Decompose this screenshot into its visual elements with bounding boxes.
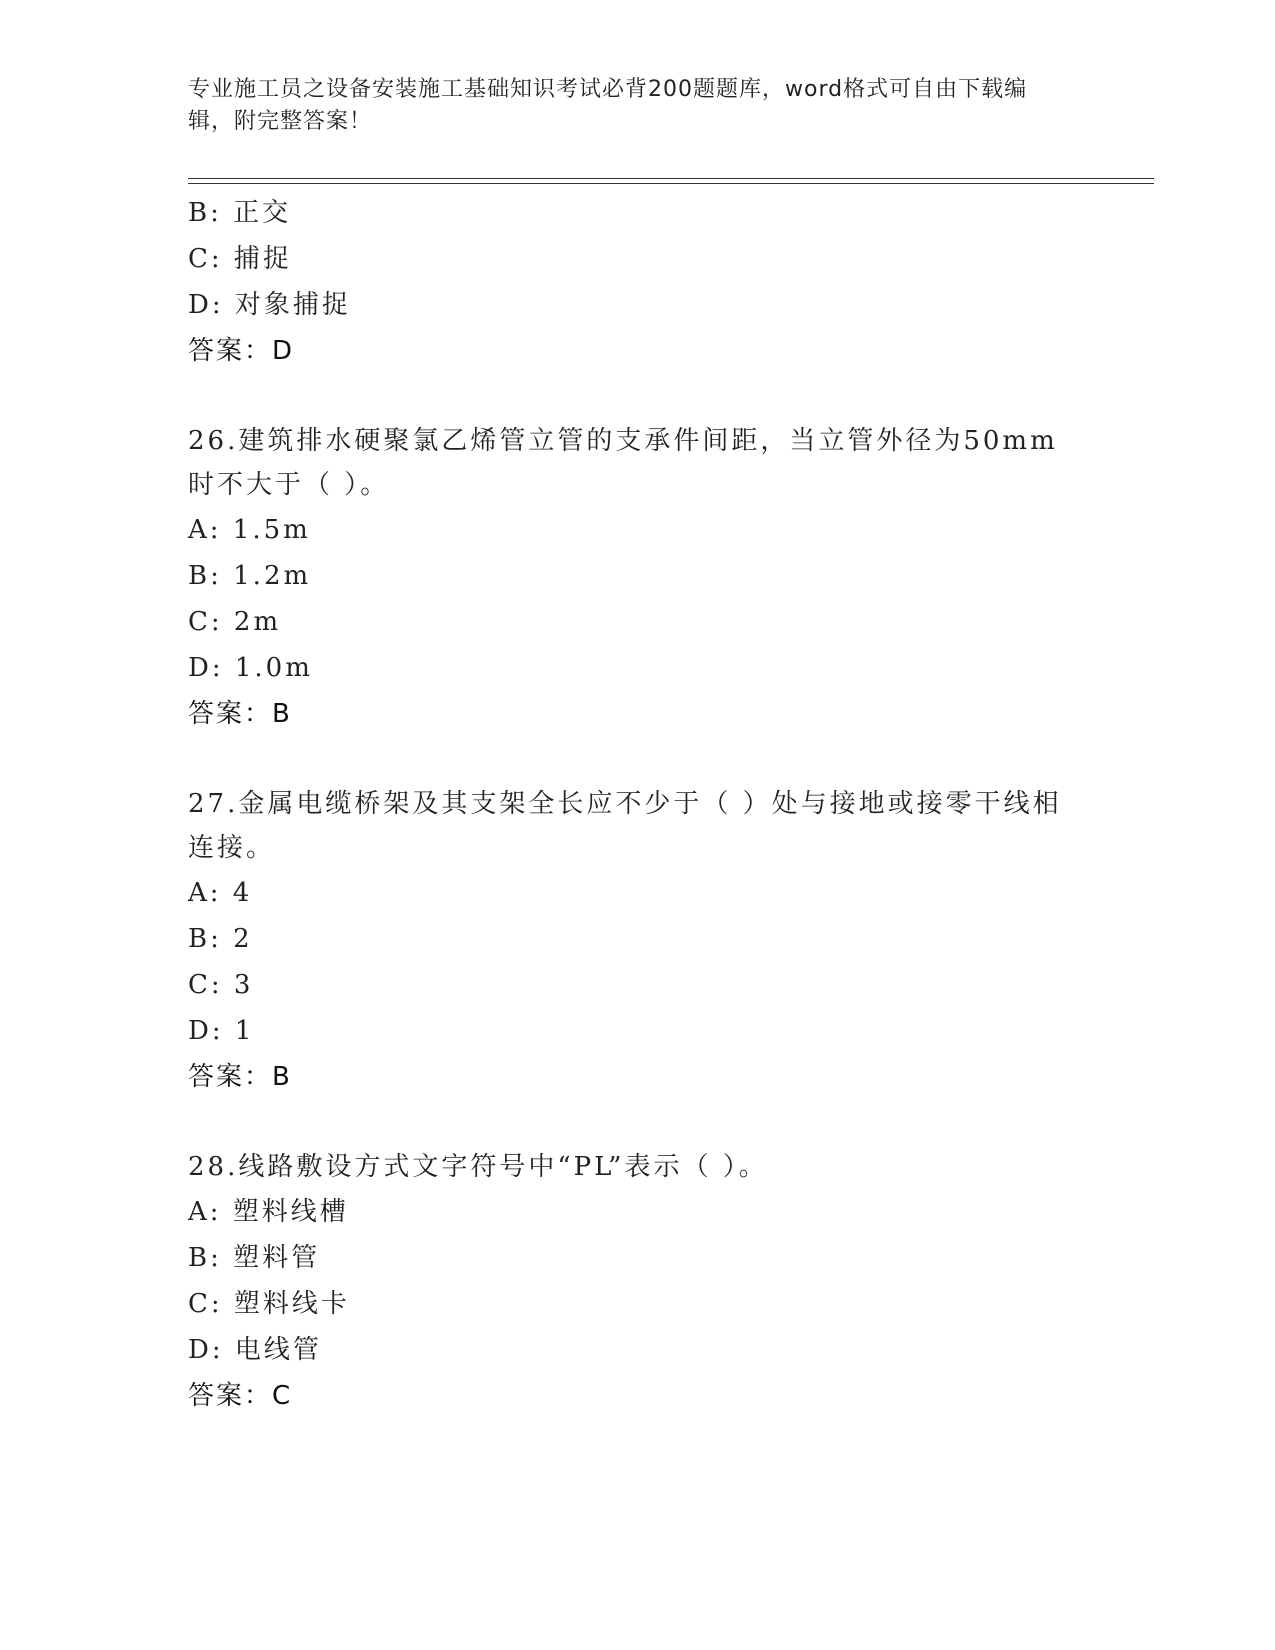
question-text: 26.建筑排水硬聚氯乙烯管立管的支承件间距，当立管外径为50mm时不大于（ ）。 xyxy=(188,426,1058,500)
question-block-28 xyxy=(188,1145,1088,1419)
option-c: C: 捕捉 xyxy=(188,244,292,274)
option-b: B: 1.2m xyxy=(188,561,312,591)
question-block-27 xyxy=(188,782,1088,1100)
header-divider-bottom xyxy=(188,183,1154,184)
document-header: 专业施工员之设备安装施工基础知识考试必背200题题库，word格式可自由下载编辑，附完整答案！ xyxy=(188,77,1028,134)
question-text: 28.线路敷设方式文字符号中“PL”表示（ ）。 xyxy=(188,1152,768,1182)
header-divider-top xyxy=(188,178,1154,179)
option-b: B: 塑料管 xyxy=(188,1243,321,1273)
option-d: D: 1 xyxy=(188,1016,255,1046)
answer-line: 答案：C xyxy=(188,1381,293,1411)
option-a: A: 4 xyxy=(188,878,253,908)
option-d: D: 1.0m xyxy=(188,653,313,683)
option-d: D: 对象捕捉 xyxy=(188,290,351,320)
option-c: C: 塑料线卡 xyxy=(188,1289,350,1319)
question-text: 27.金属电缆桥架及其支架全长应不少于（ ）处与接地或接零干线相连接。 xyxy=(188,789,1062,863)
option-c: C: 2m xyxy=(188,607,282,637)
option-a: A: 1.5m xyxy=(188,515,311,545)
answer-line: 答案：B xyxy=(188,1062,292,1092)
answer-line: 答案：B xyxy=(188,699,292,729)
answer-line: 答案：D xyxy=(188,336,295,366)
question-block-26 xyxy=(188,419,1088,737)
option-d: D: 电线管 xyxy=(188,1335,322,1365)
option-c: C: 3 xyxy=(188,970,254,1000)
option-a: A: 塑料线槽 xyxy=(188,1197,349,1227)
document-body xyxy=(188,190,1088,1419)
question-block-prev xyxy=(188,190,1088,374)
option-b: B: 正交 xyxy=(188,198,292,228)
option-b: B: 2 xyxy=(188,924,253,954)
